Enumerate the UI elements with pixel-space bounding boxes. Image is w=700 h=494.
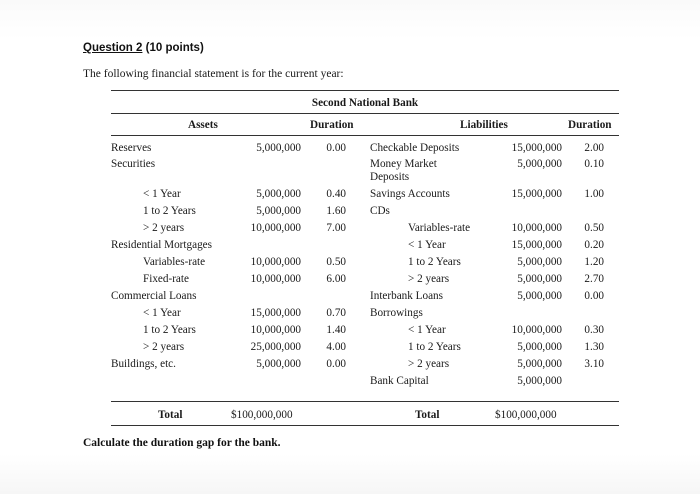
liabilities-header: Liabilities — [460, 119, 508, 131]
asset-name: > 2 years — [143, 341, 185, 353]
liability-name: > 2 years — [408, 358, 450, 370]
asset-duration: 0.00 — [326, 142, 346, 154]
calc-instruction: Calculate the duration gap for the bank. — [83, 437, 281, 449]
liability-duration: 3.10 — [584, 358, 604, 370]
liability-amount: 5,000,000 — [517, 341, 562, 353]
asset-name: > 2 years — [143, 222, 185, 234]
liability-name: Bank Capital — [370, 375, 429, 387]
asset-duration: 1.60 — [326, 205, 346, 217]
total-top-rule — [111, 401, 619, 402]
asset-amount: 10,000,000 — [250, 222, 301, 234]
asset-name: < 1 Year — [143, 307, 181, 319]
liability-name: < 1 Year — [408, 239, 446, 251]
assets-total-amount: $100,000,000 — [231, 409, 293, 421]
liab-duration-header: Duration — [568, 119, 612, 131]
liability-duration: 2.70 — [584, 273, 604, 285]
asset-name: Commercial Loans — [111, 290, 197, 302]
total-bottom-rule — [111, 425, 619, 426]
asset-amount: 25,000,000 — [250, 341, 301, 353]
asset-name: Variables-rate — [143, 256, 206, 268]
liability-name: Money Market — [370, 158, 437, 170]
liability-duration: 1.20 — [584, 256, 604, 268]
asset-name: Residential Mortgages — [111, 239, 212, 251]
liability-name: Interbank Loans — [370, 290, 444, 302]
assets-total-label: Total — [158, 409, 183, 421]
asset-name: Securities — [111, 158, 156, 170]
table-top-rule — [111, 90, 619, 91]
question-points: (10 points) — [142, 42, 204, 54]
liability-name: Savings Accounts — [370, 188, 450, 200]
liability-duration: 1.00 — [584, 188, 604, 200]
liability-name: < 1 Year — [408, 324, 446, 336]
liability-name: CDs — [370, 205, 390, 217]
liability-amount: 5,000,000 — [517, 256, 562, 268]
liability-name: Deposits — [370, 171, 410, 183]
liabilities-total-amount: $100,000,000 — [495, 409, 557, 421]
liability-amount: 15,000,000 — [511, 239, 562, 251]
liability-name: 1 to 2 Years — [408, 256, 461, 268]
liability-duration: 0.30 — [584, 324, 604, 336]
asset-duration-header: Duration — [310, 119, 354, 131]
title-rule — [111, 113, 619, 114]
asset-name: Reserves — [111, 142, 152, 154]
question-label: Question 2 — [83, 42, 143, 54]
asset-duration: 4.00 — [326, 341, 346, 353]
liability-name: 1 to 2 Years — [408, 341, 461, 353]
liability-duration: 2.00 — [584, 142, 604, 154]
table-title: Second National Bank — [311, 97, 419, 109]
asset-duration: 7.00 — [326, 222, 346, 234]
asset-amount: 5,000,000 — [256, 188, 301, 200]
liability-name: > 2 years — [408, 273, 450, 285]
asset-amount: 5,000,000 — [256, 205, 301, 217]
liabilities-total-label: Total — [415, 409, 440, 421]
asset-name: Buildings, etc. — [111, 358, 176, 370]
asset-name: 1 to 2 Years — [143, 205, 196, 217]
intro-text: The following financial statement is for the current year: — [83, 68, 344, 80]
asset-amount: 10,000,000 — [250, 273, 301, 285]
liability-duration: 1.30 — [584, 341, 604, 353]
liability-amount: 5,000,000 — [517, 273, 562, 285]
asset-amount: 15,000,000 — [250, 307, 301, 319]
asset-amount: 5,000,000 — [256, 142, 301, 154]
asset-name: 1 to 2 Years — [143, 324, 196, 336]
asset-duration: 0.50 — [326, 256, 346, 268]
liability-amount: 5,000,000 — [517, 290, 562, 302]
liability-amount: 15,000,000 — [511, 188, 562, 200]
assets-header: Assets — [188, 119, 218, 131]
asset-amount: 5,000,000 — [256, 358, 301, 370]
liability-name: Variables-rate — [408, 222, 471, 234]
liability-duration: 0.20 — [584, 239, 604, 251]
asset-duration: 6.00 — [326, 273, 346, 285]
question-heading — [83, 42, 204, 54]
asset-name: < 1 Year — [143, 188, 181, 200]
liability-amount: 5,000,000 — [517, 358, 562, 370]
liability-amount: 5,000,000 — [517, 375, 562, 387]
liability-duration: 0.50 — [584, 222, 604, 234]
liability-amount: 5,000,000 — [517, 158, 562, 170]
liability-amount: 15,000,000 — [511, 142, 562, 154]
asset-name: Fixed-rate — [143, 273, 189, 285]
asset-duration: 1.40 — [326, 324, 346, 336]
asset-amount: 10,000,000 — [250, 324, 301, 336]
liability-duration: 0.10 — [584, 158, 604, 170]
asset-duration: 0.70 — [326, 307, 346, 319]
liability-duration: 0.00 — [584, 290, 604, 302]
liability-name: Borrowings — [370, 307, 423, 319]
asset-amount: 10,000,000 — [250, 256, 301, 268]
asset-duration: 0.00 — [326, 358, 346, 370]
liability-amount: 10,000,000 — [511, 222, 562, 234]
liability-name: Checkable Deposits — [370, 142, 460, 154]
asset-duration: 0.40 — [326, 188, 346, 200]
header-rule — [111, 135, 619, 136]
liability-amount: 10,000,000 — [511, 324, 562, 336]
